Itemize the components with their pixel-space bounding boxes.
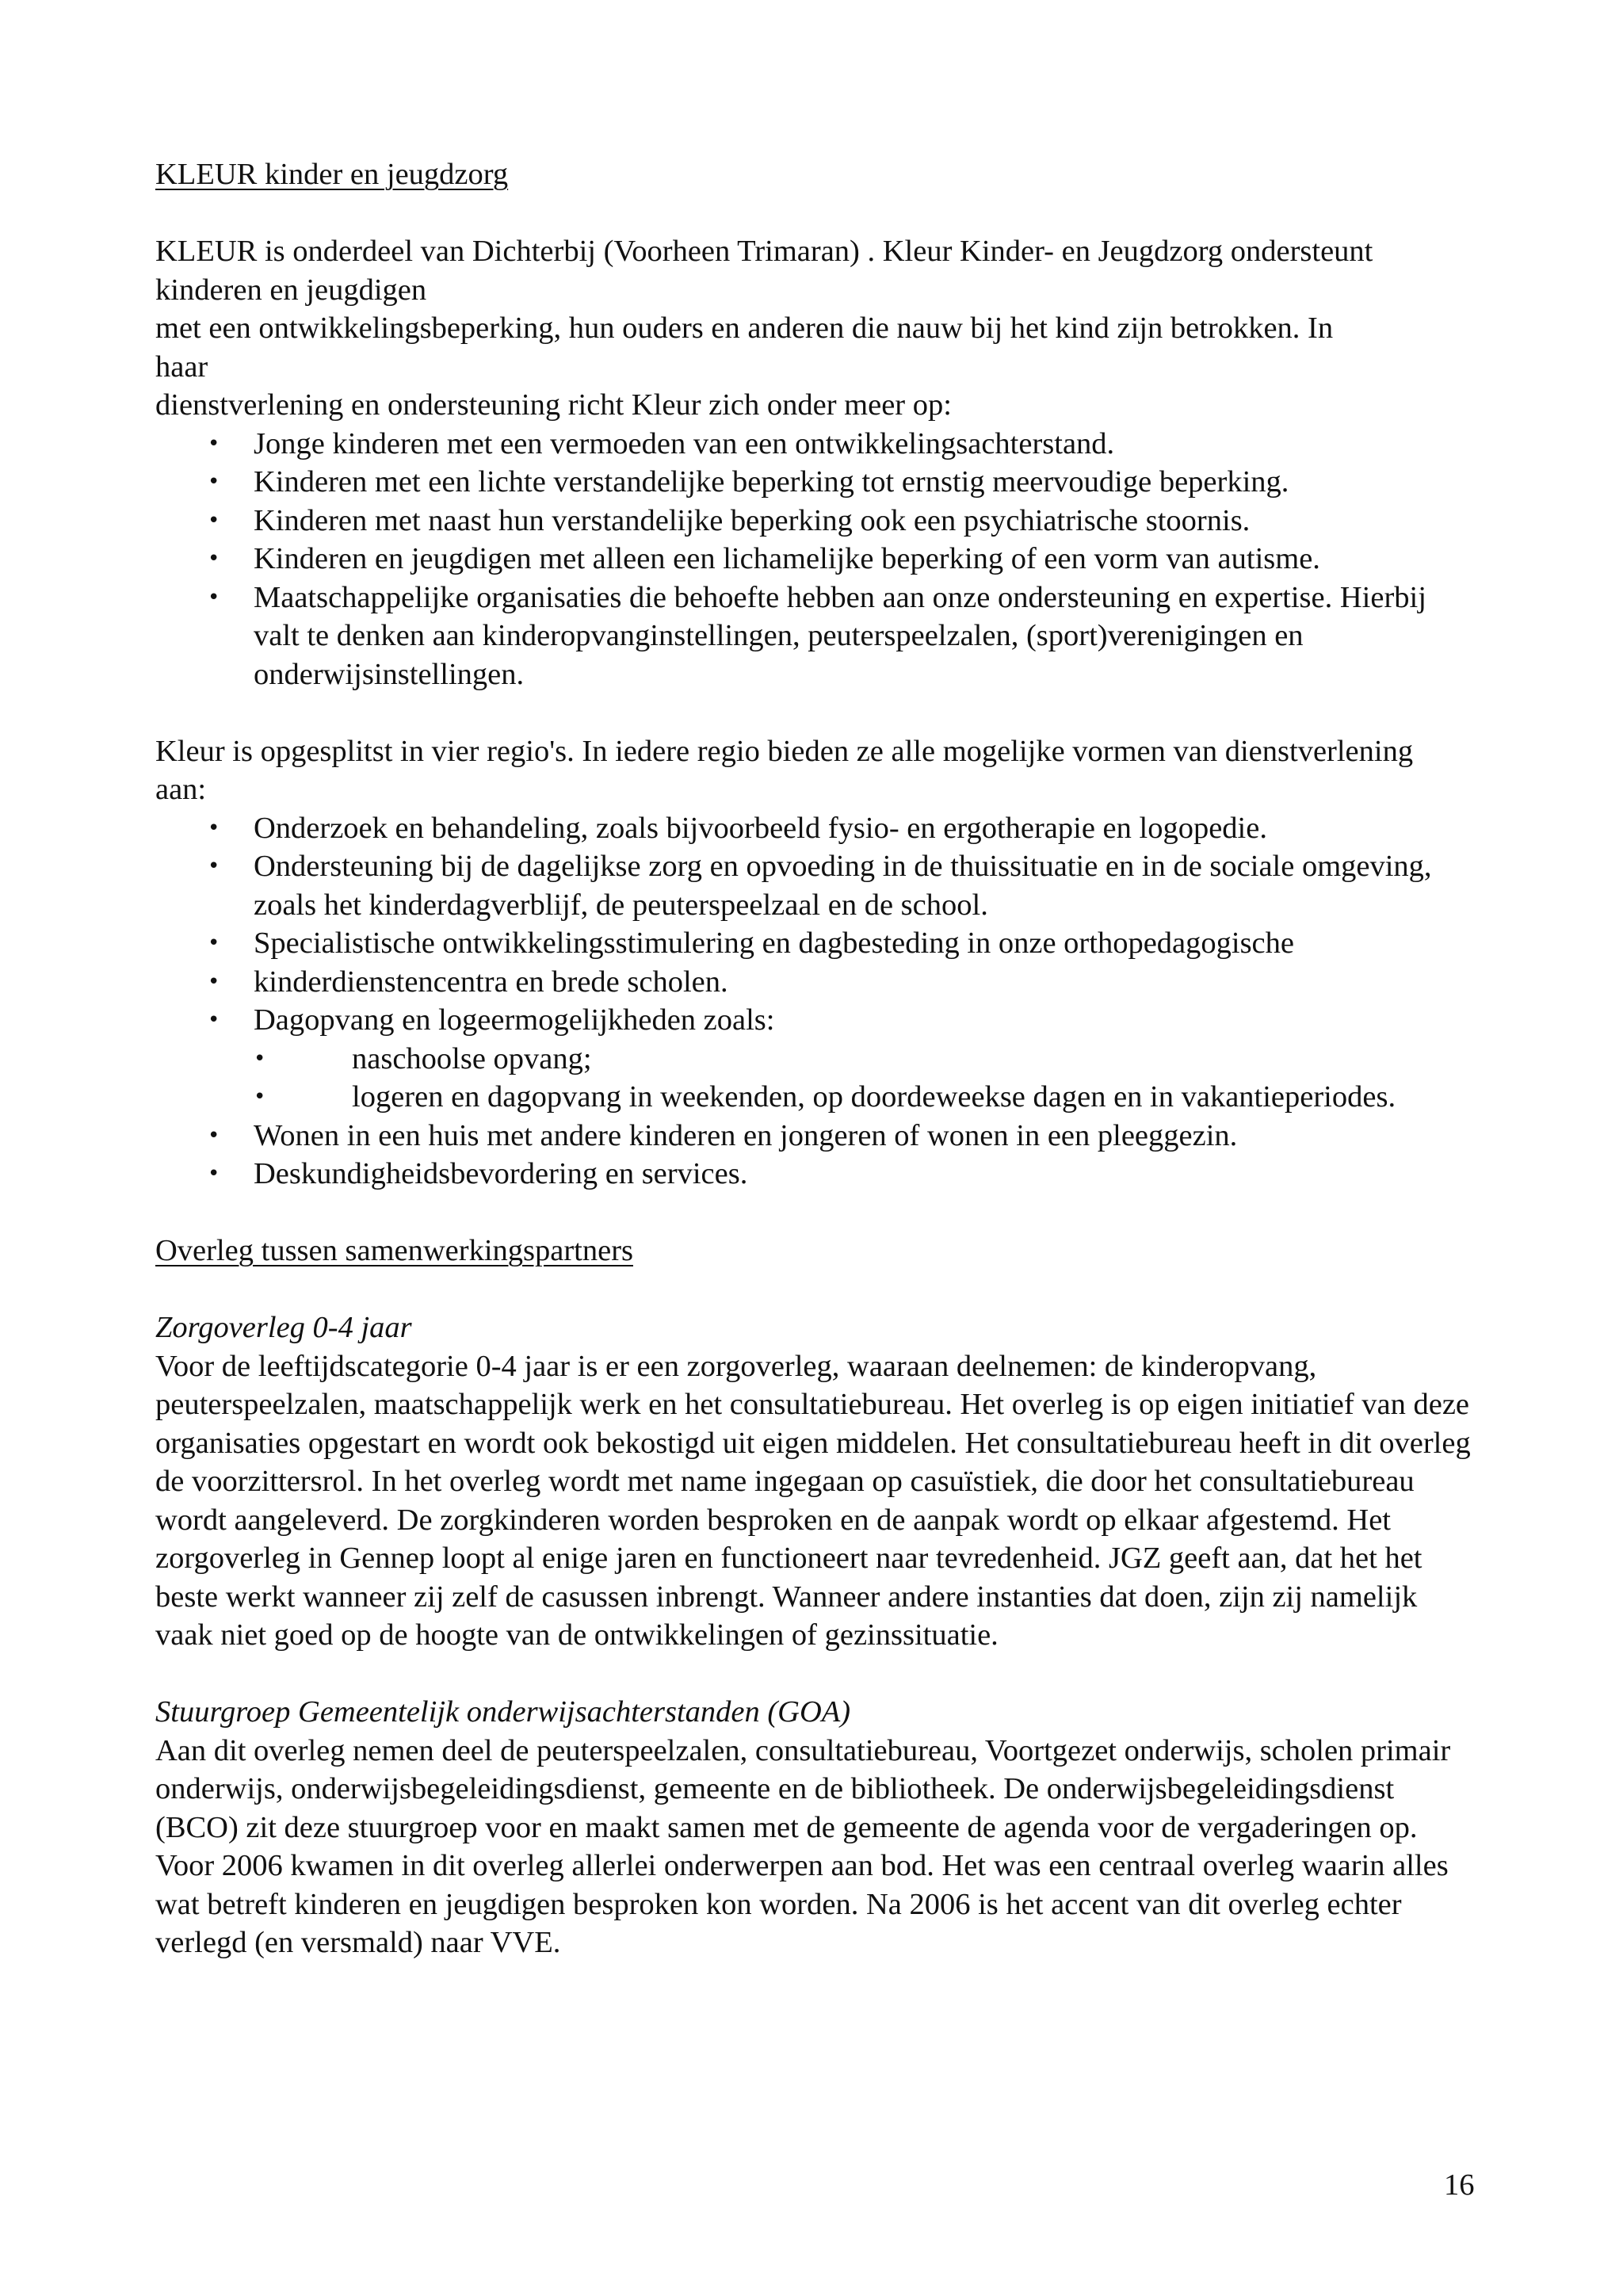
list-item-text: logeren en dagopvang in weekenden, op doordeweekse dagen en in vakantieperiodes. (352, 1080, 1396, 1114)
bullet-icon: • (208, 585, 220, 609)
intro-line: met een ontwikkelingsbeperking, hun ouders en anderen die nauw bij het kind zijn betrokken. In (155, 311, 1334, 345)
list-item-text: Kinderen met naast hun verstandelijke beperking ook een psychiatrische stoornis. (254, 503, 1251, 537)
regions-paragraph: Kleur is opgesplitst in vier regio's. In iedere regio bieden ze alle mogelijke vormen van dienstverlening aan: (155, 734, 1414, 806)
list-item (155, 847, 1471, 924)
spacer (155, 1194, 1471, 1232)
list-item (155, 463, 1471, 502)
bullet-icon: • (208, 1123, 220, 1148)
list-item (155, 540, 1471, 579)
list-item (155, 425, 1471, 464)
bullet-icon: • (208, 508, 220, 533)
bullet-icon: • (254, 1046, 266, 1071)
list-item (155, 502, 1471, 541)
list-item-text: kinderdienstencentra en brede scholen. (254, 965, 728, 999)
sub-list-item (254, 1078, 1471, 1117)
spacer (155, 194, 1471, 233)
list-item-text: Deskundigheidsbevordering en services. (254, 1157, 748, 1190)
sub-list-item (254, 1040, 1471, 1079)
goa-paragraph: Aan dit overleg nemen deel de peuterspeelzalen, consultatiebureau, Voortgezet onderwijs, scholen primair onderwijs, onderwijsbegeleidingsdienst, gemeente en de bibliotheek. De onderwijsbegeleidingsdienst (BCO) zit deze stuurgroep voor en maakt samen met de gemeente de agenda voor de vergaderingen op. Voor 2006 kwamen in dit overleg allerlei onderwerpen aan bod. Het was een centraal overleg waarin alles wat betreft kinderen en jeugdigen besproken kon worden. Na 2006 is het accent van dit overleg echter verlegd (en versmald) naar VVE. (155, 1733, 1451, 1959)
list-item-text: naschoolse opvang; (352, 1041, 592, 1075)
zorgoverleg-paragraph: Voor de leeftijdscategorie 0-4 jaar is er een zorgoverleg, waaraan deelnemen: de kinderopvang, peuterspeelzalen, maatschappelijk werk en het consultatiebureau. Het overleg is op eigen initiatief van deze organisaties opgestart en wordt ook bekostigd uit eigen middelen. Het consultatiebureau heeft in dit overleg de voorzittersrol. In het overleg wordt met name ingegaan op casuïstiek, die door het consultatiebureau wordt aangeleverd. De zorgkinderen worden besproken en de aanpak wordt op elkaar afgestemd. Het zorgoverleg in Gennep loopt al enige jaren en functioneert naar tevredenheid. JGZ geeft aan, dat het het beste werkt wanneer zij zelf de casussen inbrengt. Wanneer andere instanties dat doen, zijn zij namelijk vaak niet goed op de hoogte van de ontwikkelingen of gezinssituatie. (155, 1349, 1471, 1652)
list-item-text: Onderzoek en behandeling, zoals bijvoorbeeld fysio- en ergotherapie en logopedie. (254, 811, 1267, 845)
section-heading-overleg: Overleg tussen samenwerkingspartners (155, 1234, 633, 1267)
page-content (155, 155, 1471, 1962)
bullet-icon: • (254, 1085, 266, 1109)
bullet-icon: • (208, 931, 220, 955)
list-item-text: Ondersteuning bij de dagelijkse zorg en opvoeding in de thuissituatie en in de sociale omgeving, zoals het kinderdagverblijf, de peuterspeelzaal en de school. (254, 850, 1432, 922)
list-item-text: Wonen in een huis met andere kinderen en jongeren of wonen in een pleeggezin. (254, 1118, 1238, 1152)
list-item (155, 579, 1471, 694)
spacer (155, 693, 1471, 732)
bullet-icon: • (208, 547, 220, 571)
bullet-icon: • (208, 470, 220, 494)
list-item (155, 1001, 1471, 1117)
bullet-icon: • (208, 816, 220, 840)
list-item-text: Kinderen met een lichte verstandelijke beperking tot ernstig meervoudige beperking. (254, 465, 1289, 499)
list-item (155, 1117, 1471, 1156)
list-item-text: Kinderen en jeugdigen met alleen een lichamelijke beperking of een vorm van autisme. (254, 542, 1320, 575)
list-item-text: Specialistische ontwikkelingsstimulering en dagbesteding in onze orthopedagogische (254, 926, 1294, 960)
bullet-icon: • (208, 854, 220, 878)
intro-line: KLEUR is onderdeel van Dichterbij (Voorheen Trimaran) . Kleur Kinder- en Jeugdzorg ondersteunt (155, 235, 1373, 268)
bullet-icon: • (208, 431, 220, 456)
list-item-text: Dagopvang en logeermogelijkheden zoals: (254, 1003, 775, 1037)
list-item (155, 924, 1471, 963)
services-list (155, 809, 1471, 1194)
bullet-icon: • (208, 1008, 220, 1032)
list-item (155, 1155, 1471, 1194)
sub-services-list (254, 1040, 1471, 1117)
list-item (155, 963, 1471, 1002)
spacer (155, 1655, 1471, 1694)
intro-line: kinderen en jeugdigen (155, 273, 427, 307)
list-item-text: Jonge kinderen met een vermoeden van een ontwikkelingsachterstand. (254, 426, 1115, 460)
bullet-icon: • (208, 969, 220, 994)
subheading-zorgoverleg: Zorgoverleg 0-4 jaar (155, 1311, 412, 1344)
subheading-goa: Stuurgroep Gemeentelijk onderwijsachterstanden (GOA) (155, 1695, 851, 1729)
page-number: 16 (1444, 2168, 1475, 2202)
spacer (155, 1270, 1471, 1309)
list-item-text: Maatschappelijke organisaties die behoefte hebben aan onze ondersteuning en expertise. Hierbij valt te denken aan kinderopvanginstellingen, peuterspeelzalen, (sport)verenigingen en onderwijsinstellingen. (254, 580, 1426, 691)
intro-line: haar (155, 350, 208, 384)
intro-line: dienstverlening en ondersteuning richt Kleur zich onder meer op: (155, 388, 952, 422)
section-heading-kleur: KLEUR kinder en jeugdzorg (155, 158, 509, 191)
bullet-icon: • (208, 1162, 220, 1186)
list-item (155, 809, 1471, 848)
target-groups-list (155, 425, 1471, 694)
